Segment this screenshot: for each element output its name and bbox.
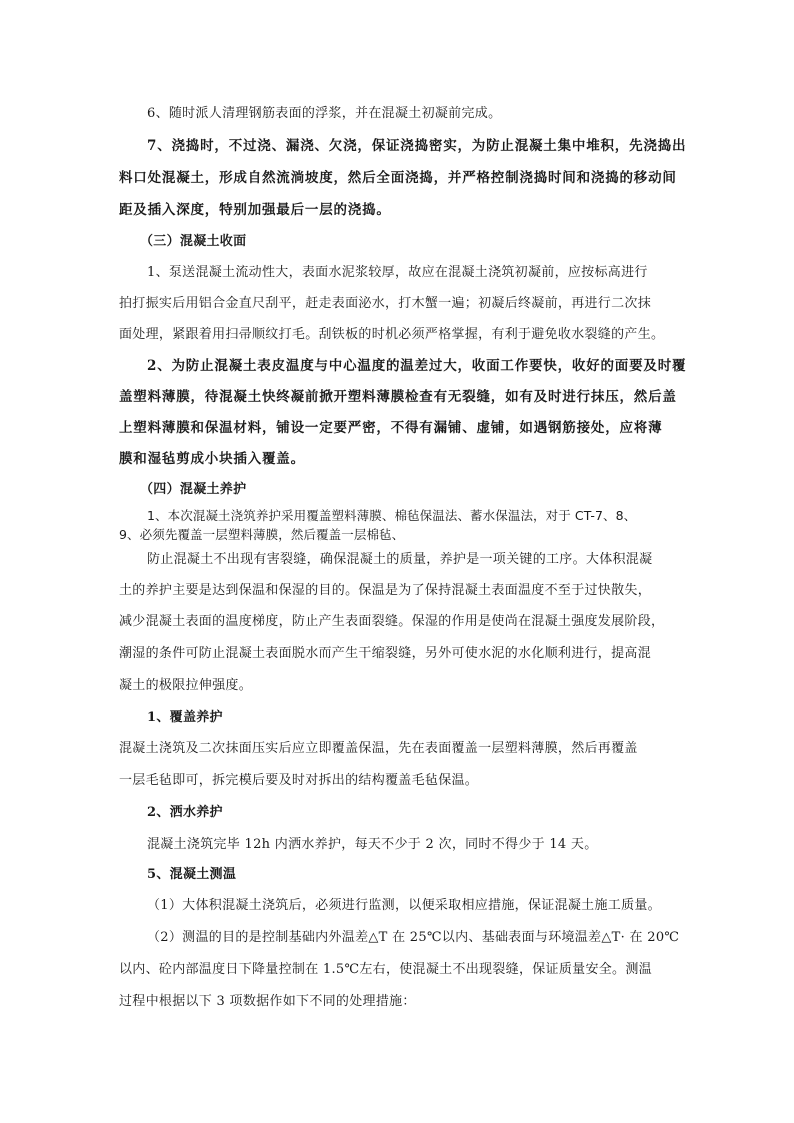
paragraph-7-line-3: 距及插入深度，特别加强最后一层的浇捣。 [119,202,391,218]
paragraph-curing-1-line-1: 1、本次混凝土浇筑养护采用覆盖塑料薄膜、棉毡保温法、蓄水保温法，对于 CT-7、8、 [147,508,637,523]
paragraph-7-line-2: 料口处混凝土，形成自然流淌坡度，然后全面浇捣，并严格控制浇捣时间和浇捣的移动间 [119,170,677,186]
paragraph-water: 混凝土浇筑完毕 12h 内洒水养护，每天不少于 2 次，同时不得少于 14 天。 [147,837,598,852]
paragraph-finish-2-line-2: 盖塑料薄膜，待混凝土快终凝前掀开塑料薄膜检查有无裂缝，如有及时进行抹压，然后盖 [119,389,677,405]
paragraph-curing-1-line-2: 9、必须先覆盖一层塑料薄膜，然后覆盖一层棉毡、 [119,527,405,542]
paragraph-temp-2-line-2: 以内、砼内部温度日下降量控制在 1.5℃左右，使混凝土不出现裂缝，保证质量安全。测温 [119,962,652,977]
paragraph-finish-1-line-2: 拍打振实后用铝合金直尺刮平，赶走表面泌水，打木蟹一遍；初凝后终凝前，再进行二次抹 [119,296,652,311]
paragraph-finish-2-line-3: 上塑料薄膜和保温材料，铺设一定要严密，不得有漏铺、虚铺，如遇钢筋接处，应将薄 [119,420,663,436]
paragraph-temp-2-line-1: （2）测温的目的是控制基础内外温差△T 在 25℃以内、基础表面与环境温差△T· 在 20℃ [147,930,680,945]
paragraph-finish-1-line-1: 1、泵送混凝土流动性大，表面水泥浆较厚，故应在混凝土浇筑初凝前，应按标高进行 [147,265,648,280]
section-heading-3: （三）混凝土收面 [140,234,247,249]
paragraph-cover-line-2: 一层毛毡即可，拆完模后要及时对拆出的结构覆盖毛毡保温。 [119,773,479,788]
paragraph-curing-2-line-5: 凝土的极限拉伸强度。 [119,678,253,693]
paragraph-7-line-1: 7、浇捣时，不过浇、漏浇、欠浇，保证浇捣密实，为防止混凝土集中堆积，先浇捣出 [147,138,687,154]
paragraph-6: 6、随时派人清理钢筋表面的浮浆，并在混凝土初凝前完成。 [147,106,502,121]
paragraph-temp-2-line-3: 过程中根据以下 3 项数据作如下不同的处理措施： [119,994,416,1009]
paragraph-finish-1-line-3: 面处理，紧跟着用扫帚顺纹打毛。刮铁板的时机必须严格掌握，有利于避免收水裂缝的产生。 [119,327,665,342]
paragraph-curing-2-line-4: 潮湿的条件可防止混凝土表面脱水而产生干缩裂缝，另外可使水泥的水化顺利进行，提高混 [119,646,652,661]
paragraph-temp-1: （1）大体积混凝土浇筑后，必须进行监测，以便采取相应措施，保证混凝土施工质量。 [147,898,661,913]
subheading-cover-curing: 1、覆盖养护 [147,710,223,725]
subheading-temperature: 5、混凝土测温 [147,867,237,882]
paragraph-curing-2-line-1: 防止混凝土不出现有害裂缝，确保混凝土的质量，养护是一项关键的工序。大体积混凝 [147,552,653,567]
section-heading-4: （四）混凝土养护 [140,482,247,497]
paragraph-cover-line-1: 混凝土浇筑及二次抹面压实后应立即覆盖保温，先在表面覆盖一层塑料薄膜，然后再覆盖 [119,741,638,756]
subheading-water-curing: 2、洒水养护 [147,805,223,820]
paragraph-curing-2-line-3: 减少混凝土表面的温度梯度，防止产生表面裂缝。保湿的作用是使尚在混凝土强度发展阶段， [119,614,665,629]
paragraph-finish-2-line-1: 2、为防止混凝土表皮温度与中心温度的温差过大，收面工作要快，收好的面要及时覆 [147,358,687,374]
paragraph-finish-2-line-4: 膜和湿毡剪成小块插入覆盖。 [119,451,305,467]
paragraph-curing-2-line-2: 土的养护主要是达到保温和保湿的目的。保温是为了保持混凝土表面温度不至于过快散失， [119,583,652,598]
